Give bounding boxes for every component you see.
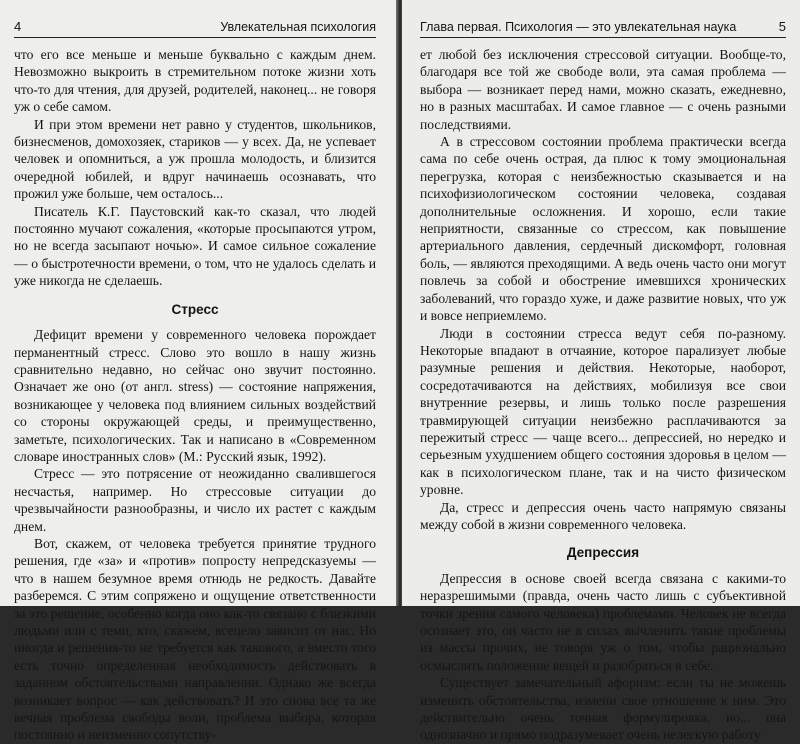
section-heading: Стресс [171,301,219,317]
paragraph: Стресс — это потрясение от неожиданно свалившегося несчастья, например. Но стрессовые ситуации до чрезвычайности разнообразны, и число их растет с каждым днем. [14,466,376,534]
paragraph: что его все меньше и меньше буквально с каждым днем. Невозможно выкроить в стремительном потоке жизни хоть что-то для чтения, для друзей, родителей, наконец... не говоря уж о себе самом. [14,47,376,115]
left-page-body [14,46,376,744]
paragraph: И при этом времени нет равно у студентов, школьников, бизнесменов, домохозяек, стариков — у всех. Да, не успевает человек и опомниться, а уж прошла молодость, и близится очередной юбилей, и вдруг начинаешь осознавать, что прожил уже больше, чем осталось... [14,116,376,202]
page-number: 5 [778,19,786,34]
paragraph: Люди в состоянии стресса ведут себя по-разному. Некоторые впадают в отчаяние, которое парализует любые разумные решения и действия. Некоторые, наоборот, сосредотачиваются на действиях, мобилизуя все свои внутренние резервы, и лишь только после разрешения травмирующей ситуации неизбежно расплачиваются за пережитый стресс — чаще всего... депрессией, но нередко и серьезным ухудшением общего состояния здоровья в целом — как в психологическом плане, так и на чисто физическом уровне. [420,325,786,498]
right-page-body [420,46,786,744]
right-page-header [420,0,786,38]
paragraph: Существует замечательный афоризм: если ты не можешь изменить обстоятельства, измени свое отношение к ним. Это действительно очень точная формулировка, но... она однозначно и прямо подразумевает очень нелегкую работу [420,675,786,743]
paragraph: Да, стресс и депрессия очень часто напрямую связаны между собой в жизни современного человека. [420,499,786,532]
paragraph: Дефицит времени у современного человека порождает перманентный стресс. Слово это вошло в нашу жизнь сравнительно недавно, но сейчас оно звучит постоянно. Означает же оно (от англ. stress) — состояние напряжения, возникающее у человека под влиянием сильных воздействий со стороны окружающей среды, и преимущественно, заметьте, психологических. Так и написано в «Современном словаре иностранных слов» (М.: Русский язык, 1992). [14,327,376,464]
right-page [402,0,800,743]
section-heading: Депрессия [566,545,640,561]
left-page [0,0,398,743]
paragraph: Депрессия в основе своей всегда связана с какими-то неразрешимыми (правда, очень часто лишь с субъективной точки зрения самого человека) проблемами. Человек не всегда осознает это, он часто не в силах вычленить такие проблемы из массы прочих, не говоря уж о том, чтобы рационально осмыслить положение вещей и разобраться в себе. [420,570,786,673]
paragraph: Вот, скажем, от человека требуется принятие трудного решения, где «за» и «против» попросту непредсказуемы — что в нашем безумное время отнюдь не редкость. Давайте разберемся. С этим сопряжено и ощущение ответственности за это решение, особенно когда оно как-то связано с близкими людьми или с теми, кто, скажем, всецело зависит от нас. Но иногда и решения-то не требуется как такового, а вместо того есть точно определенная необходимость действовать в заданном обстоятельствами направлении. Однако же всегда возникает вопрос — как действовать? И это снова все та же вечная проблема свободы воли, проблема выбора, которая постоянно и неизменно сопутству- [14,535,376,743]
page-number: 4 [14,19,22,34]
paragraph: А в стрессовом состоянии проблема практически всегда сама по себе очень острая, да плюс к тому эмоциональная перегрузка, которая с неизбежностью сказывается и на психофизиологическом состоянии человека, создавая дополнительные осложнения. И хорошо, если такие неприятности, связанные со стрессом, как повышение артериального давления, сердечный дискомфорт, головная боль, — являются преходящими. А ведь очень часто они могут повлечь за собой и обострение имевшихся хронических заболеваний, что гораздо хуже, и даже развитие новых, что уж и вовсе неприемлемо. [420,134,786,324]
paragraph: ет любой без исключения стрессовой ситуации. Вообще-то, благодаря все той же свободе воли, эта самая проблема — выбора — возникает перед нами, можно сказать, ежедневно, но в разных масштабах. И самое главное — с очень разными последствиями. [420,47,786,132]
paragraph: Писатель К.Г. Паустовский как-то сказал, что людей постоянно мучают сожаления, «которые просыпаются утром, но не всегда засыпают ночью». И самое сильное сожаление — о быстротечности времени, о том, что не удалось сделать и уже никогда не сделаешь. [14,203,376,289]
running-title: Увлекательная психология [220,20,376,34]
running-title: Глава первая. Психология — это увлекательная наука [420,20,737,34]
left-page-header [14,0,376,38]
